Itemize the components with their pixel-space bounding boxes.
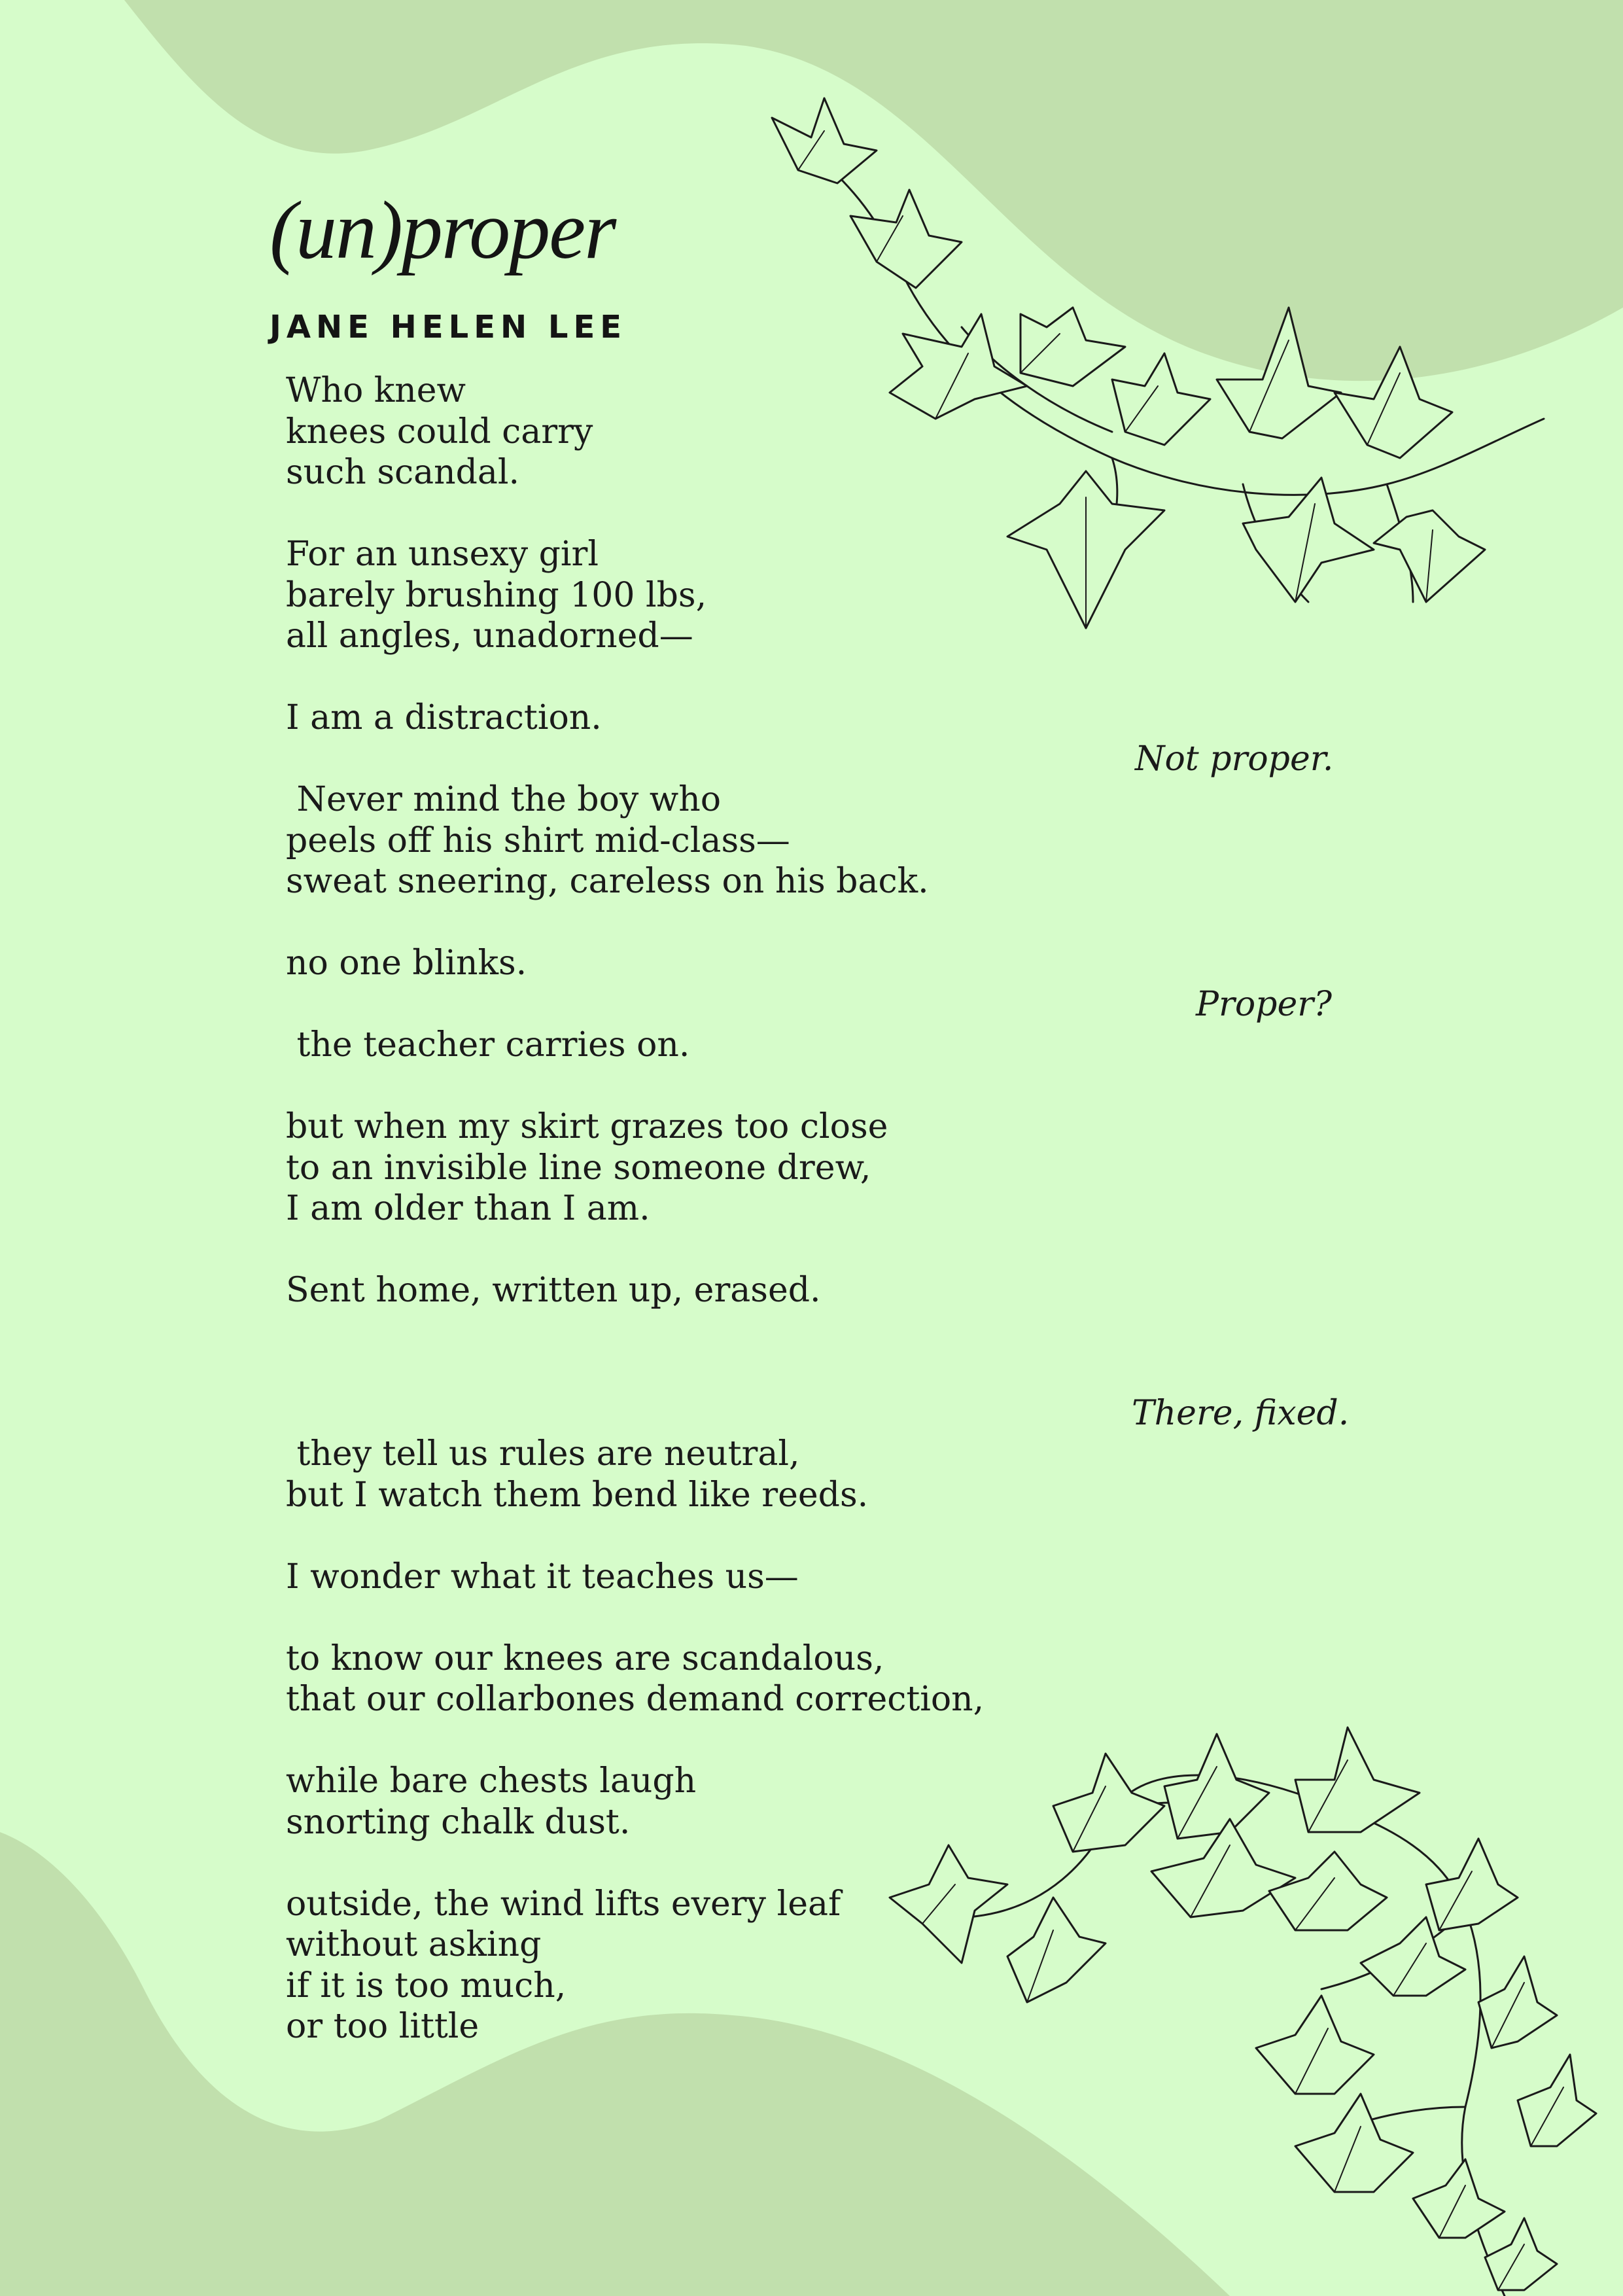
poem-line (286, 493, 1136, 535)
poem-line: I wonder what it teaches us— (286, 1557, 799, 1597)
poem-line (286, 1720, 1136, 1761)
poem-line: to an invisible line someone drew, (286, 1148, 871, 1188)
poem-line: that our collarbones demand correction, (286, 1680, 985, 1719)
poem-line (286, 1352, 1136, 1393)
poem-line: they tell us rules are neutral, (286, 1434, 800, 1474)
poem-line (286, 1066, 1136, 1107)
poem-author: JANE HELEN LEE (270, 309, 627, 345)
poem-line: without asking (286, 1925, 542, 1964)
poem-line: For an unsexy girl (286, 535, 599, 574)
poem-line: no one blinks. (286, 944, 527, 983)
poem-line: to know our knees are scandalous, (286, 1638, 884, 1678)
poem-line: but when my skirt grazes too close (286, 1107, 888, 1146)
poem-line (286, 1393, 1136, 1434)
poem-line (286, 984, 1136, 1025)
poem-line (286, 1843, 1136, 1884)
poem-line: the teacher carries on. (286, 1025, 690, 1065)
poem-line (286, 739, 1136, 780)
poem-line: Sent home, written up, erased. (286, 1271, 821, 1310)
side-note-there-fixed: There, fixed. (1132, 1394, 1350, 1433)
poem-line (286, 1515, 1136, 1557)
poem-line: peels off his shirt mid-class— (286, 821, 790, 860)
poem-line: outside, the wind lifts every leaf (286, 1884, 841, 1924)
poem-line (286, 902, 1136, 944)
poem-line: snorting chalk dust. (286, 1802, 631, 1842)
poem-line: knees could carry (286, 412, 593, 451)
poem-line: all angles, unadorned— (286, 616, 693, 656)
poem-line (286, 1311, 1136, 1352)
poem-line: while bare chests laugh (286, 1761, 697, 1801)
side-note-proper-question: Proper? (1196, 985, 1332, 1024)
poem-line: but I watch them bend like reeds. (286, 1475, 869, 1515)
side-note-not-proper: Not proper. (1135, 739, 1334, 779)
poem-line: I am older than I am. (286, 1189, 650, 1228)
poem-line: barely brushing 100 lbs, (286, 575, 707, 615)
poem-line (286, 1597, 1136, 1638)
poem-line: if it is too much, (286, 1966, 567, 2005)
poem-line: such scandal. (286, 453, 520, 492)
poem-line (286, 657, 1136, 698)
poem-line (286, 1229, 1136, 1271)
poem-body (286, 370, 1136, 2047)
poem-line: Who knew (286, 371, 466, 410)
poem-line: I am a distraction. (286, 698, 602, 737)
poem-line: sweat sneering, careless on his back. (286, 862, 929, 901)
poem-title: (un)proper (270, 185, 616, 276)
poem-line: Never mind the boy who (286, 780, 722, 819)
poem-line: or too little (286, 2007, 480, 2046)
